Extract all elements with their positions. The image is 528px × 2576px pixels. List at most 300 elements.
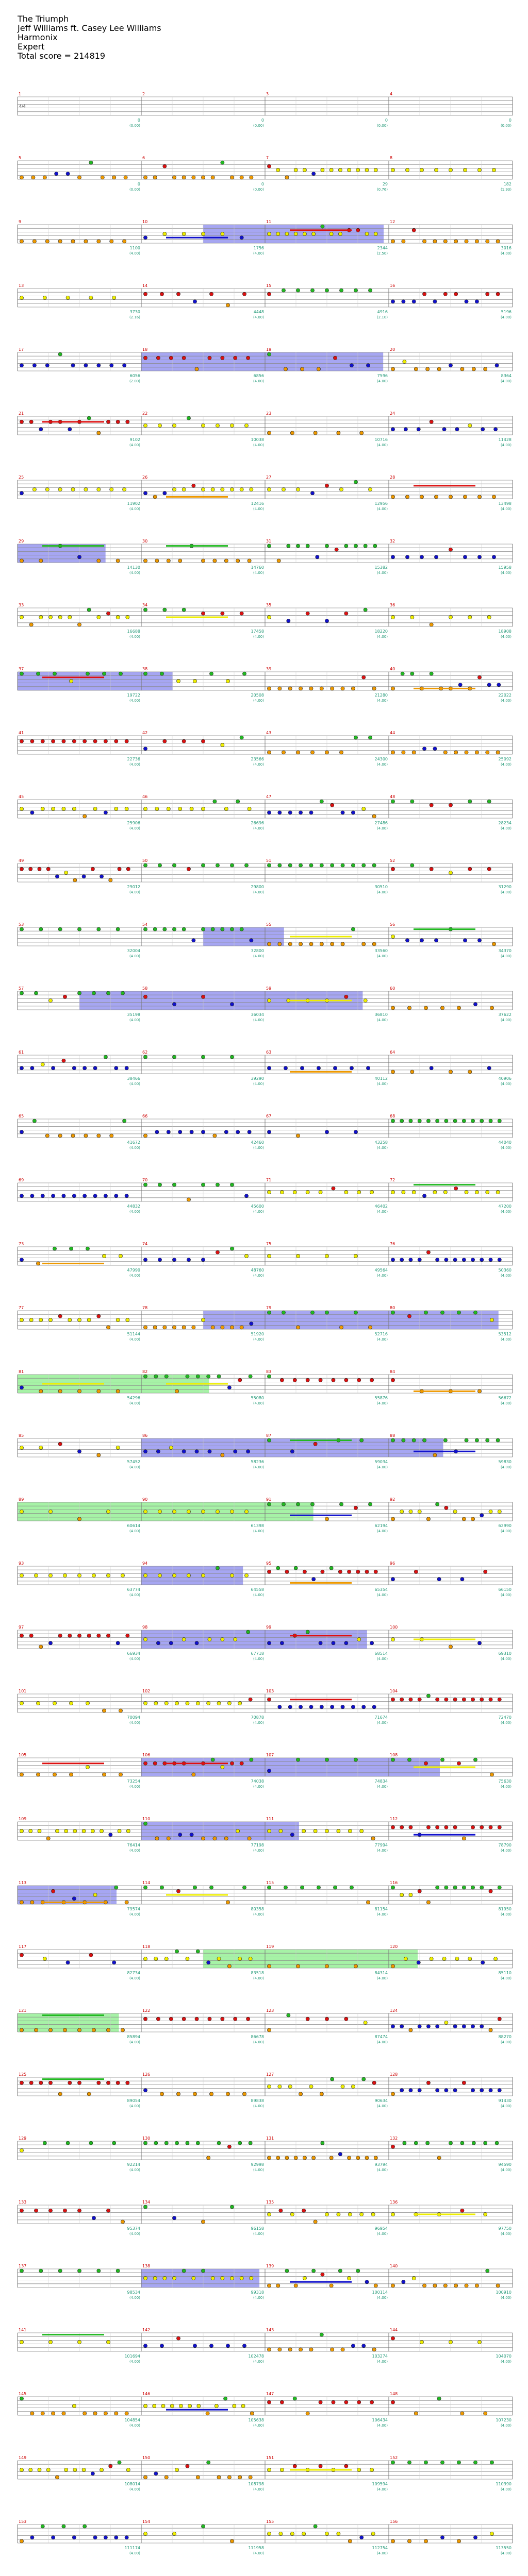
note [48, 1510, 52, 1513]
note [480, 1886, 484, 1889]
note [241, 2404, 245, 2408]
note [154, 1957, 158, 1960]
note [405, 168, 409, 172]
note [409, 1510, 412, 1513]
measure-score: 74834 [374, 1779, 388, 1784]
note [31, 176, 35, 179]
note [331, 1705, 334, 1709]
note [230, 487, 234, 491]
note [365, 2156, 369, 2160]
measure-score: 60614 [127, 1523, 140, 1528]
note [477, 2340, 481, 2344]
measure-multiplier: (4.00) [500, 699, 512, 703]
note [29, 1318, 33, 1321]
measure-score: 82734 [127, 1971, 140, 1975]
measure-number: 4 [390, 92, 393, 96]
note [302, 2209, 306, 2212]
measure-number: 141 [19, 2328, 27, 2332]
chart-difficulty: Expert [18, 42, 45, 52]
note [163, 232, 167, 235]
note [319, 1378, 322, 1382]
note [338, 168, 342, 172]
note [294, 1566, 298, 1570]
note [51, 807, 55, 810]
note [391, 240, 394, 243]
note [207, 2156, 210, 2160]
note [316, 555, 319, 559]
note [172, 176, 176, 179]
note [29, 623, 33, 626]
note [163, 927, 167, 931]
note [217, 1957, 221, 1960]
note [285, 176, 289, 179]
sustain [42, 2014, 104, 2016]
note [201, 995, 205, 998]
note [471, 1119, 474, 1123]
note [249, 1957, 252, 1960]
measure-score: 91430 [498, 2098, 512, 2103]
note [490, 1318, 493, 1321]
note [489, 1258, 492, 1262]
note [55, 875, 59, 878]
measure-score: 36810 [374, 1012, 388, 1017]
measure-number: 92 [390, 1497, 395, 1502]
note [92, 1573, 95, 1577]
note [310, 1311, 314, 1314]
note [449, 615, 452, 619]
note [317, 1886, 320, 1889]
measure-multiplier: (2.50) [376, 251, 388, 256]
note [72, 2404, 76, 2408]
note [186, 1957, 189, 1960]
note [484, 2141, 487, 2145]
note [489, 2089, 492, 2092]
note [391, 2212, 394, 2216]
note [182, 1450, 186, 1453]
note [420, 495, 423, 499]
note [51, 2412, 55, 2415]
measure-multiplier: (4.00) [500, 1721, 512, 1725]
note [143, 2344, 147, 2348]
note [309, 863, 313, 867]
note [201, 807, 205, 810]
note [306, 544, 309, 548]
note [179, 2404, 183, 2408]
measure-score: 51920 [251, 1332, 264, 1336]
measure-multiplier: (0.00) [376, 124, 388, 128]
note [71, 487, 75, 491]
note [462, 1119, 466, 1123]
note [391, 615, 394, 619]
note [462, 1517, 466, 1521]
note [407, 2539, 411, 2543]
note [62, 2524, 65, 2528]
note [331, 803, 334, 807]
note [118, 2461, 121, 2464]
note [156, 1641, 160, 1645]
sustain [290, 1071, 352, 1073]
measure-score: 66150 [498, 1587, 512, 1592]
note [20, 1446, 23, 1449]
note [449, 364, 452, 367]
measure-multiplier: (4.00) [129, 2040, 140, 2044]
note [300, 367, 304, 371]
note [249, 2141, 252, 2145]
measure-multiplier: (4.00) [129, 571, 140, 575]
note [187, 416, 190, 420]
note [410, 800, 414, 803]
note [299, 811, 302, 815]
note [462, 1886, 466, 1889]
measure-number: 56 [390, 922, 395, 927]
note [63, 2209, 67, 2212]
note [89, 296, 93, 299]
measure-number: 25 [19, 475, 24, 480]
measure-multiplier: (4.00) [129, 1274, 140, 1278]
note [460, 2412, 464, 2415]
note [109, 2464, 112, 2468]
measure-number: 64 [390, 1050, 395, 1055]
measure-number: 31 [266, 539, 272, 544]
note [341, 863, 344, 867]
note [486, 292, 489, 296]
note [357, 1637, 361, 1641]
note [155, 1130, 159, 1134]
note [209, 672, 213, 675]
note [420, 2340, 423, 2344]
note [357, 1378, 361, 1382]
note [39, 1446, 43, 1449]
note [87, 608, 91, 612]
measure-multiplier: (4.00) [129, 890, 140, 894]
measure-multiplier: (4.00) [500, 1785, 512, 1789]
note [296, 544, 300, 548]
note [288, 2348, 292, 2351]
measure-score: 111958 [248, 2546, 264, 2550]
measure-multiplier: (4.00) [253, 571, 264, 575]
note [163, 739, 167, 743]
note [410, 615, 414, 619]
measure-number: 148 [390, 2392, 398, 2396]
note [30, 739, 34, 743]
note [58, 1442, 62, 1446]
note [486, 751, 489, 754]
note [496, 292, 500, 296]
note [32, 364, 36, 367]
note [288, 942, 292, 946]
note [341, 2348, 344, 2351]
note [303, 168, 306, 172]
measure-number: 13 [19, 283, 24, 288]
measure-number: 152 [390, 2455, 398, 2460]
note [41, 2524, 44, 2528]
note [207, 1701, 210, 1705]
note [213, 1134, 217, 1138]
note [486, 1438, 489, 1442]
note [182, 1637, 186, 1641]
note [424, 2539, 427, 2543]
note [453, 1698, 457, 1701]
note [420, 168, 423, 172]
note [267, 232, 271, 235]
note [58, 487, 62, 491]
measure-multiplier: (4.00) [376, 1401, 388, 1405]
note [337, 1829, 340, 1833]
note [39, 559, 43, 563]
note [161, 2404, 165, 2408]
note [62, 807, 65, 810]
note [473, 2461, 477, 2464]
note [284, 1886, 287, 1889]
note [63, 2028, 67, 2032]
measure-score: 45600 [251, 1204, 264, 1209]
note [77, 2340, 81, 2344]
note [93, 2536, 97, 2539]
note [465, 1190, 468, 1194]
note [72, 739, 76, 743]
measure-multiplier: (4.00) [376, 1210, 388, 1214]
measure-number: 1 [19, 92, 22, 96]
note [238, 1378, 242, 1382]
note [362, 942, 366, 946]
measure-number: 28 [390, 475, 395, 480]
note [143, 1326, 147, 1329]
note [153, 495, 157, 499]
measure-number: 84 [390, 1369, 395, 1374]
note [302, 2532, 306, 2535]
note [391, 800, 394, 803]
note [156, 2017, 160, 2021]
sustain [414, 1451, 475, 1452]
measure-number: 113 [19, 1880, 27, 1885]
note [453, 1886, 457, 1889]
measure-multiplier: (0.00) [129, 188, 140, 192]
measure-multiplier: (0.00) [500, 124, 512, 128]
note [320, 2092, 323, 2096]
note [196, 1375, 200, 1378]
measure-number: 130 [142, 2136, 151, 2141]
note [143, 1134, 147, 1138]
note [347, 2156, 351, 2160]
note [321, 225, 324, 228]
note [434, 495, 438, 499]
note [430, 867, 433, 871]
note [20, 2081, 23, 2084]
measure-number: 151 [266, 2455, 274, 2460]
note [163, 164, 167, 168]
sustain [290, 1515, 352, 1516]
note [100, 1829, 103, 1833]
note [234, 2017, 237, 2021]
note [332, 1378, 335, 1382]
measure-score: 3730 [129, 310, 140, 314]
measure-number: 91 [266, 1497, 272, 1502]
note [242, 292, 246, 296]
note [36, 672, 40, 675]
measure-multiplier: (4.00) [253, 1529, 264, 1533]
note [333, 1886, 337, 1889]
note [89, 161, 93, 164]
measure-score: 25092 [498, 757, 512, 761]
note [87, 2092, 91, 2096]
note [244, 1194, 248, 1198]
note [143, 1637, 147, 1641]
note [372, 2081, 376, 2084]
note [267, 1829, 271, 1833]
note [201, 2220, 205, 2224]
note [153, 1761, 157, 1765]
note [407, 1758, 411, 1761]
measure-number: 55 [266, 922, 272, 927]
measure-multiplier: (2.16) [129, 315, 140, 319]
note [471, 2025, 474, 2028]
measure-number: 98 [142, 1625, 148, 1630]
note [444, 1698, 448, 1701]
note [178, 1130, 182, 1134]
note [312, 2156, 316, 2160]
note [490, 2461, 493, 2464]
note [325, 1517, 328, 1521]
measure-number: 22 [142, 411, 148, 416]
note [201, 1318, 205, 1321]
note [193, 2092, 196, 2096]
note [160, 2092, 163, 2096]
note [267, 487, 271, 491]
note [267, 1769, 271, 1773]
measure-score: 48760 [251, 1268, 264, 1273]
note [223, 2397, 227, 2400]
note [325, 751, 328, 754]
note [86, 1701, 89, 1705]
note [338, 232, 342, 235]
note [226, 2344, 229, 2348]
measure-multiplier: (4.00) [376, 2104, 388, 2108]
note [175, 2141, 178, 2145]
measure-multiplier: (4.00) [253, 379, 264, 383]
note [164, 1375, 168, 1378]
note [494, 1957, 498, 1960]
note [463, 495, 467, 499]
measure-multiplier: (4.00) [129, 2104, 140, 2108]
note [409, 1825, 412, 1829]
note [48, 998, 52, 1002]
note [391, 2461, 394, 2464]
note [193, 300, 196, 303]
note [407, 1314, 411, 1318]
note [106, 991, 110, 995]
note [279, 1829, 283, 1833]
measure-number: 51 [266, 858, 272, 863]
note [492, 168, 496, 172]
note [39, 2269, 43, 2273]
note [143, 863, 147, 867]
measure-number: 99 [266, 1625, 272, 1630]
note [153, 176, 157, 179]
note [230, 863, 234, 867]
note [20, 1386, 23, 1389]
measure-number: 83 [266, 1369, 272, 1374]
measure-score: 92998 [251, 2162, 264, 2167]
measure-number: 16 [390, 283, 395, 288]
note [319, 2464, 322, 2468]
note [160, 2344, 163, 2348]
measure-multiplier: (4.00) [129, 1082, 140, 1086]
note [62, 1059, 65, 1062]
note [192, 1326, 195, 1329]
measure-score: 76414 [127, 1843, 140, 1848]
note [362, 675, 366, 679]
measure-multiplier: (4.00) [500, 635, 512, 639]
measure-number: 111 [266, 1817, 274, 1821]
note [175, 1389, 178, 1393]
measure-score: 0 [261, 182, 264, 187]
note [309, 687, 313, 690]
note [443, 1190, 447, 1194]
note [116, 559, 120, 563]
note [20, 1634, 23, 1637]
measure-score: 18908 [498, 629, 512, 634]
note [391, 300, 394, 303]
note [58, 1389, 62, 1393]
note [143, 927, 147, 931]
note [187, 1573, 190, 1577]
note [187, 1258, 190, 1262]
note [449, 803, 452, 807]
note [402, 300, 405, 303]
note [282, 1311, 285, 1314]
note [294, 168, 298, 172]
note [250, 176, 253, 179]
note [240, 1326, 243, 1329]
note [109, 878, 112, 882]
measure-multiplier: (4.00) [376, 1082, 388, 1086]
note [39, 1389, 43, 1393]
note [433, 747, 437, 751]
note [449, 168, 452, 172]
note [116, 615, 120, 619]
note [442, 428, 446, 431]
measure-multiplier: (4.00) [253, 1657, 264, 1661]
note [116, 1641, 120, 1645]
note [192, 2276, 195, 2280]
note [299, 942, 302, 946]
sustain [42, 1383, 104, 1385]
note [426, 2081, 430, 2084]
section-highlight [203, 927, 284, 946]
note [41, 2412, 44, 2415]
note [444, 1119, 448, 1123]
measure-number: 21 [19, 411, 24, 416]
note [288, 1705, 292, 1709]
measure-score: 8364 [501, 374, 512, 378]
note [285, 2269, 289, 2273]
note [201, 1130, 205, 1134]
note [325, 1254, 328, 1258]
note [321, 2273, 324, 2276]
note [20, 364, 23, 367]
note [356, 228, 360, 232]
note [360, 1438, 364, 1442]
measure-number: 39 [266, 667, 272, 671]
measure-number: 140 [390, 2264, 398, 2268]
note [102, 1773, 106, 1776]
note [125, 1901, 128, 1904]
measure-multiplier: (4.00) [376, 1274, 388, 1278]
note [276, 2156, 280, 2160]
measure-multiplier: (4.00) [376, 507, 388, 511]
note [230, 176, 234, 179]
note [100, 875, 103, 878]
